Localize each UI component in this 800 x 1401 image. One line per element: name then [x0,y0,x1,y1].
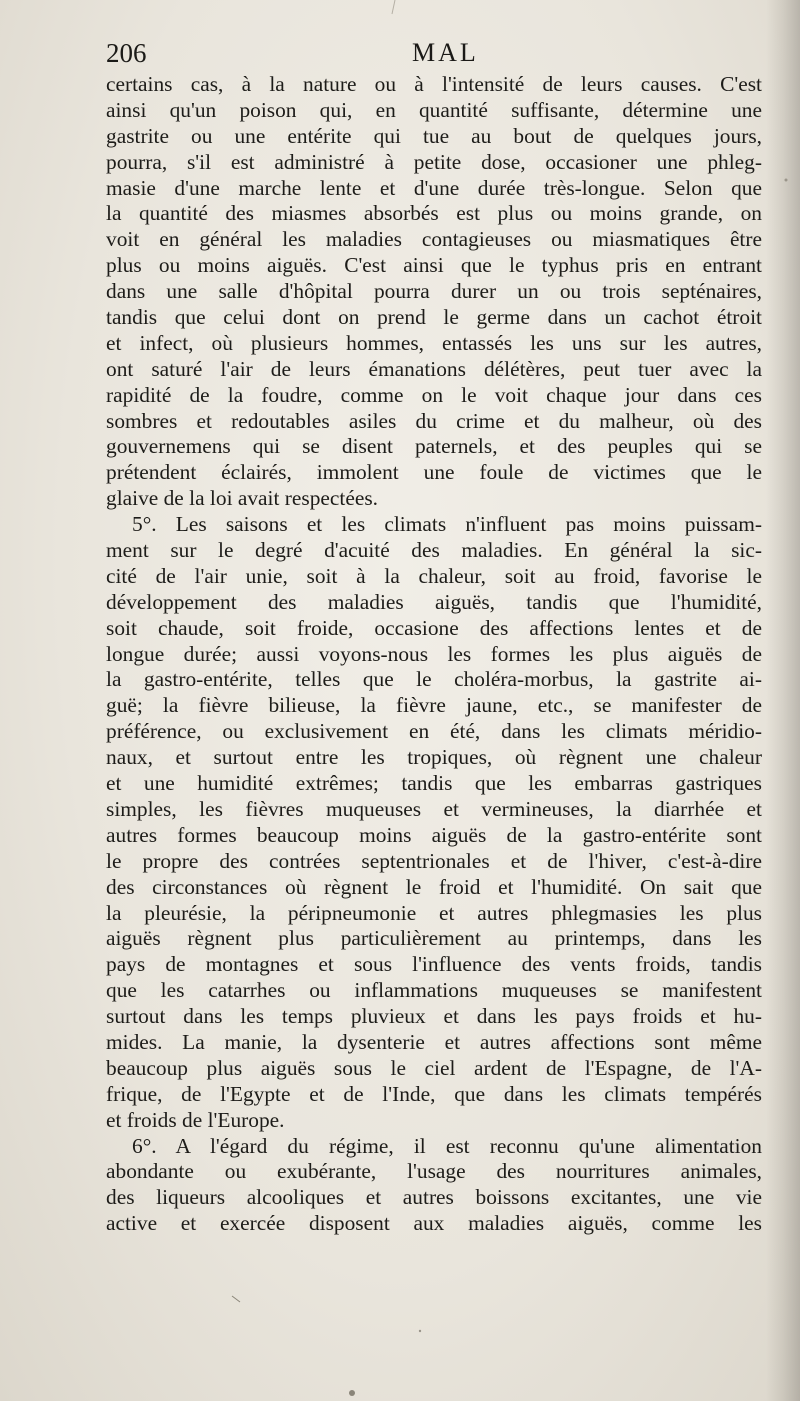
text-line: beaucoup plus aiguës sous le ciel ardent de l'Espagne, de l'A- [106,1055,762,1080]
text-line: gouvernemens qui se disent paternels, et des peuples qui se [106,434,762,459]
text-line: longue durée; aussi voyons-nous les formes les plus aiguës de [106,641,762,666]
text-line: sombres et redoutables asiles du crime et du malheur, où des [106,408,762,433]
text-line: soit chaude, soit froide, occasione des affections lentes et de [106,615,762,640]
text-line: cité de l'air unie, soit à la chaleur, soit au froid, favorise le [106,563,762,588]
text-line: certains cas, à la nature ou à l'intensité de leurs causes. C'est [106,72,762,96]
text-line: autres formes beaucoup moins aiguës de la gastro-entérite sont [106,822,762,847]
text-line: mides. La manie, la dysenterie et autres affections sont même [106,1029,762,1054]
text-line: ment sur le degré d'acuité des maladies. En général la sic- [106,538,762,563]
text-line: et une humidité extrêmes; tandis que les embarras gastriques [106,771,762,796]
text-line: pourra, s'il est administré à petite dose, occasioner une phleg- [106,149,762,174]
text-line: abondante ou exubérante, l'usage des nourritures animales, [106,1159,762,1184]
text-line: et froids de l'Europe. [106,1107,285,1132]
text-line: guë; la fièvre bilieuse, la fièvre jaune, etc., se manifester de [106,693,762,718]
text-line: développement des maladies aiguës, tandis que l'humidité, [106,589,762,614]
text-line: frique, de l'Egypte et de l'Inde, que dans les climats tempérés [106,1081,762,1106]
text-line: des liqueurs alcooliques et autres boissons excitantes, une vie [106,1185,762,1210]
text-line: rapidité de la foudre, comme on le voit chaque jour dans ces [106,382,762,407]
text-line: masie d'une marche lente et d'une durée très-longue. Selon que [106,175,762,200]
text-line: tandis que celui dont on prend le germe dans un cachot étroit [106,305,762,330]
text-line: le propre des contrées septentrionales et de l'hiver, c'est-à-dire [106,848,762,873]
text-line: voit en général les maladies contagieuses ou miasmatiques être [106,227,762,252]
text-line: prétendent éclairés, immolent une foule de victimes que le [106,460,762,485]
text-line: et infect, où plusieurs hommes, entassés les uns sur les autres, [106,330,762,355]
text-line: des circonstances où règnent le froid et l'humidité. On sait que [106,874,762,899]
text-line: que les catarrhes ou inflammations muqueuses se manifestent [106,978,762,1003]
text-line: 5°. Les saisons et les climats n'influent pas moins puissam- [132,512,762,537]
text-line: simples, les fièvres muqueuses et vermineuses, la diarrhée et [106,796,762,821]
text-line: pays de montagnes et sous l'influence des vents froids, tandis [106,952,762,977]
text-line: la gastro-entérite, telles que le choléra-morbus, la gastrite ai- [106,667,762,692]
text-line: la quantité des miasmes absorbés est plus ou moins grande, on [106,201,762,226]
page-edge-shadow [766,0,800,1401]
text-line: la pleurésie, la péripneumonie et autres phlegmasies les plus [106,900,762,925]
text-line: glaive de la loi avait respectées. [106,486,379,511]
page-header [106,38,766,74]
text-line: surtout dans les temps pluvieux et dans les pays froids et hu- [106,1004,762,1029]
page-number: 206 [106,38,147,68]
text-line: ont saturé l'air de leurs émanations délétères, peut tuer avec la [106,356,762,381]
text-line: ainsi qu'un poison qui, en quantité suffisante, détermine une [106,97,762,122]
text-line: préférence, ou exclusivement en été, dans les climats méridio- [106,719,762,744]
text-line: naux, et surtout entre les tropiques, où règnent une chaleur [106,745,762,770]
text-line: 6°. A l'égard du régime, il est reconnu qu'une alimentation [132,1133,762,1158]
text-line: aiguës règnent plus particulièrement au printemps, dans les [106,926,762,951]
text-line: active et exercée disposent aux maladies aiguës, comme les [106,1211,762,1236]
running-head: MAL [412,38,479,67]
text-line: gastrite ou une entérite qui tue au bout de quelques jours, [106,123,762,148]
text-line: dans une salle d'hôpital pourra durer un ou trois septénaires, [106,279,762,304]
text-line: plus ou moins aiguës. C'est ainsi que le typhus pris en entrant [106,253,762,278]
body-text [106,72,762,1237]
